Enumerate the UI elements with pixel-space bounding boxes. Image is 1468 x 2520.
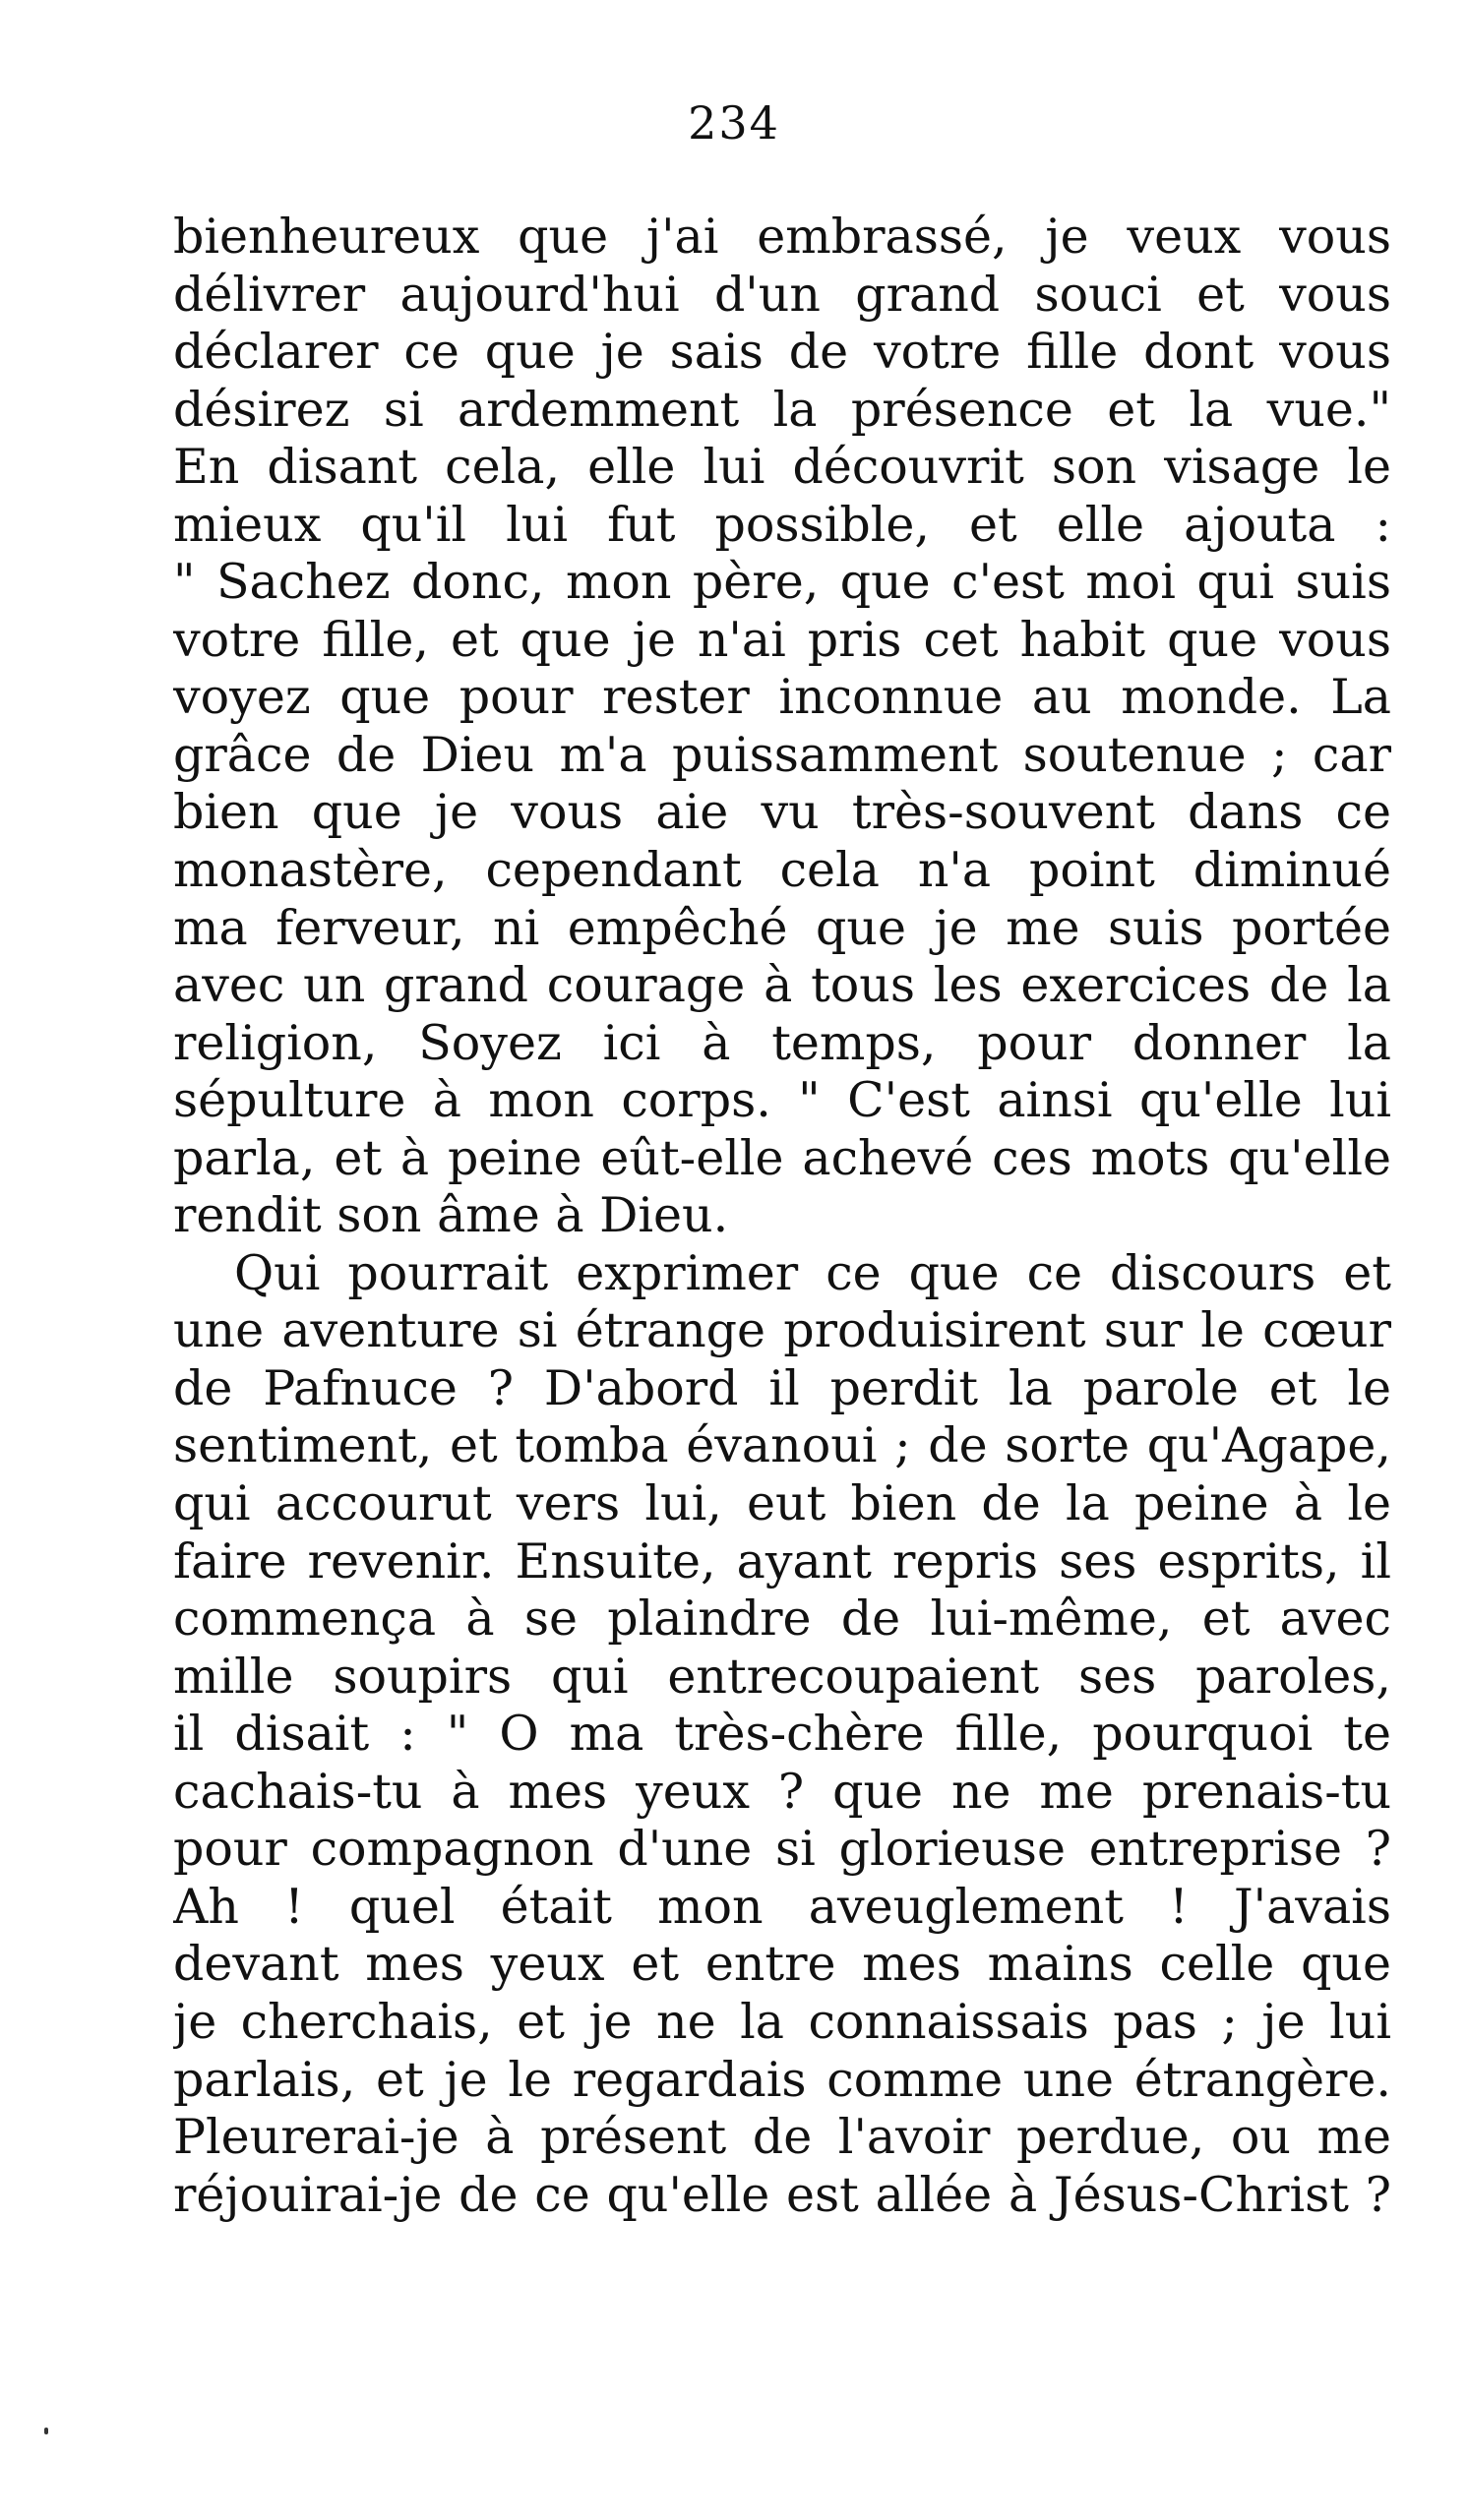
text-line: sentiment, et tomba évanoui ; de sorte qu'Agape, xyxy=(173,1417,1391,1474)
text-line: religion, Soyez ici à temps, pour donner la xyxy=(173,1014,1391,1071)
text-line: En disant cela, elle lui découvrit son visage le xyxy=(173,439,1391,496)
text-line: parlais, et je le regardais comme une étrangère. xyxy=(173,2051,1391,2108)
text-line: de Pafnuce ? D'abord il perdit la parole et le xyxy=(173,1359,1391,1416)
page-number: 234 xyxy=(688,96,780,150)
ink-speck xyxy=(44,2428,48,2434)
text-line: pour compagnon d'une si glorieuse entreprise ? xyxy=(173,1821,1391,1878)
text-line: cachais-tu à mes yeux ? que ne me prenais-tu xyxy=(173,1763,1391,1820)
text-line: je cherchais, et je ne la connaissais pas ; je lui xyxy=(173,1993,1391,2050)
text-line: commença à se plaindre de lui-même, et avec xyxy=(173,1590,1391,1648)
text-line: une aventure si étrange produisirent sur le cœur xyxy=(173,1302,1391,1359)
text-line: devant mes yeux et entre mes mains celle que xyxy=(173,1936,1391,1993)
text-line: grâce de Dieu m'a puissamment soutenue ; car xyxy=(173,726,1391,783)
body-text xyxy=(173,209,1391,2224)
text-line: avec un grand courage à tous les exercices de la xyxy=(173,957,1391,1014)
text-line: qui accourut vers lui, eut bien de la peine à le xyxy=(173,1475,1391,1532)
text-line: délivrer aujourd'hui d'un grand souci et vous xyxy=(173,266,1391,323)
text-line: monastère, cependant cela n'a point diminué xyxy=(173,842,1391,899)
text-line: sépulture à mon corps. " C'est ainsi qu'elle lui xyxy=(173,1072,1391,1129)
text-line: ma ferveur, ni empêché que je me suis portée xyxy=(173,899,1391,956)
text-line: déclarer ce que je sais de votre fille dont vous xyxy=(173,324,1391,381)
text-line: " Sachez donc, mon père, que c'est moi qui suis xyxy=(173,554,1391,611)
text-line: faire revenir. Ensuite, ayant repris ses esprits, il xyxy=(173,1532,1391,1590)
text-line: mieux qu'il lui fut possible, et elle ajouta : xyxy=(173,496,1391,553)
text-line: rendit son âme à Dieu. xyxy=(173,1187,729,1244)
text-line: bienheureux que j'ai embrassé, je veux vous xyxy=(173,209,1391,265)
text-line: Ah ! quel était mon aveuglement ! J'avais xyxy=(173,1878,1391,1935)
text-line: mille soupirs qui entrecoupaient ses paroles, xyxy=(173,1648,1391,1705)
text-line: il disait : " O ma très-chère fille, pourquoi te xyxy=(173,1706,1391,1763)
text-line: désirez si ardemment la présence et la vue." xyxy=(173,381,1391,438)
text-line: bien que je vous aie vu très-souvent dans ce xyxy=(173,784,1391,841)
text-line: voyez que pour rester inconnue au monde. La xyxy=(173,669,1391,726)
text-line: Pleurerai-je à présent de l'avoir perdue, ou me xyxy=(173,2109,1391,2166)
text-line: Qui pourrait exprimer ce que ce discours et xyxy=(234,1244,1391,1301)
text-line: parla, et à peine eût-elle achevé ces mots qu'elle xyxy=(173,1129,1391,1186)
text-line: votre fille, et que je n'ai pris cet habit que vous xyxy=(173,611,1391,668)
text-line: réjouirai-je de ce qu'elle est allée à Jésus-Christ ? xyxy=(173,2166,1391,2223)
